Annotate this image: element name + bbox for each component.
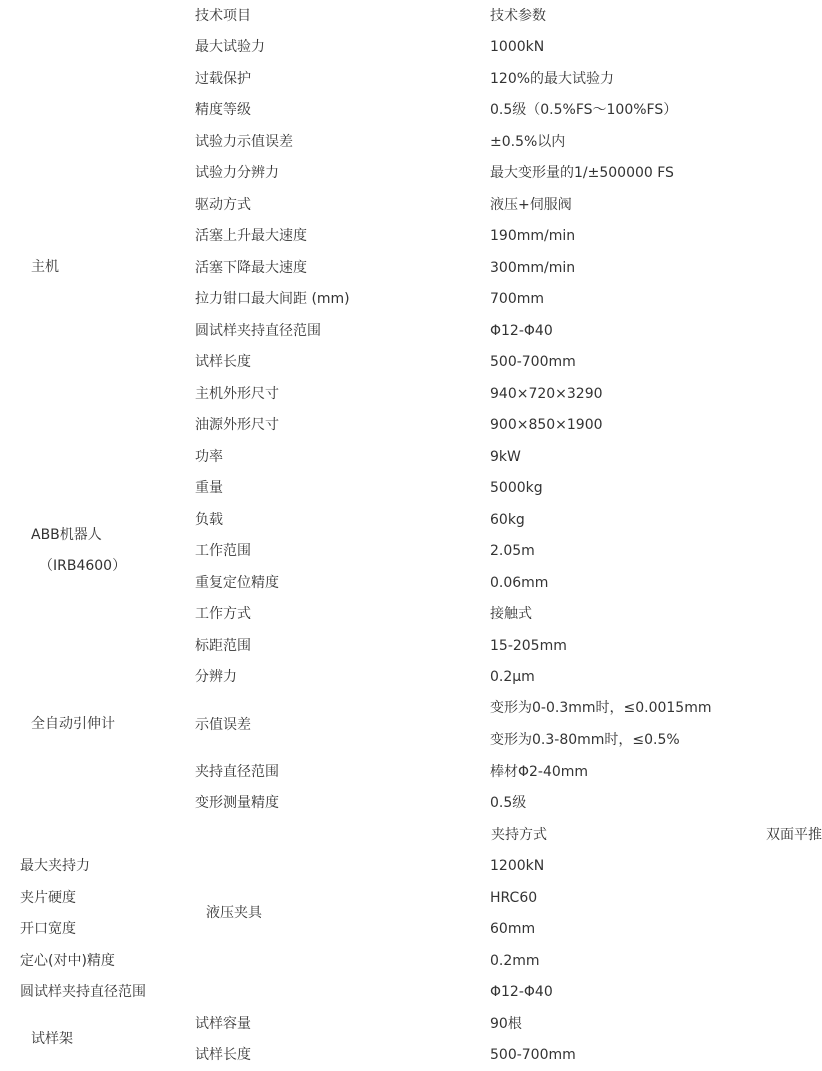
row-value: 500-700mm xyxy=(490,354,576,371)
row-value: 9kW xyxy=(490,448,521,465)
row-key: 开口宽度 xyxy=(20,921,76,938)
row-key: 夹片硬度 xyxy=(20,889,76,906)
row-value: 90根 xyxy=(490,1015,522,1032)
category-clamp: 液压夹具 xyxy=(206,904,262,921)
table-row xyxy=(0,1008,747,1040)
row-value: 700mm xyxy=(490,291,544,308)
row-key: 活塞上升最大速度 xyxy=(195,228,307,245)
row-key: 试验力分辨力 xyxy=(195,165,279,182)
error-value-line2: 变形为0.3-80mm时，≤0.5% xyxy=(490,731,680,748)
header-value: 技术参数 xyxy=(490,7,546,24)
row-key: 工作范围 xyxy=(195,543,251,560)
row-key: 负载 xyxy=(195,511,223,528)
row-key: 变形测量精度 xyxy=(195,795,279,812)
row-value: 2.05m xyxy=(490,543,535,560)
row-key: 最大夹持力 xyxy=(20,858,90,875)
row-key: 夹持直径范围 xyxy=(195,763,279,780)
row-value: Φ12-Φ40 xyxy=(490,322,553,339)
table-row xyxy=(0,32,747,64)
row-value: HRC60 xyxy=(490,889,538,906)
row-value: 0.06mm xyxy=(490,574,549,591)
row-value: 0.5级 xyxy=(490,795,527,812)
row-value: 棒材Φ2-40mm xyxy=(490,763,589,780)
row-value: 120%的最大试验力 xyxy=(490,70,615,87)
row-value: 1200kN xyxy=(490,858,545,875)
row-key: 分辨力 xyxy=(195,669,237,686)
table-header-row xyxy=(0,0,747,32)
table-row xyxy=(0,504,747,536)
row-value: 190mm/min xyxy=(490,228,576,245)
row-key: 精度等级 xyxy=(195,102,251,119)
row-key: 主机外形尺寸 xyxy=(195,385,279,402)
row-key: 拉力钳口最大间距 (mm) xyxy=(195,291,350,308)
row-key: 试样容量 xyxy=(195,1015,251,1032)
row-value xyxy=(471,693,747,756)
error-value-line1: 变形为0-0.3mm时，≤0.0015mm xyxy=(490,700,712,716)
row-value: 接触式 xyxy=(490,606,532,623)
row-value: ±0.5%以内 xyxy=(490,133,566,150)
row-key: 圆试样夹持直径范围 xyxy=(20,984,146,1001)
row-key: 工作方式 xyxy=(195,606,251,623)
row-key: 试样长度 xyxy=(195,1047,251,1064)
row-value: 300mm/min xyxy=(490,259,576,276)
row-value: 0.5级（0.5%FS～100%FS） xyxy=(490,102,678,119)
row-value: 1000kN xyxy=(490,39,545,56)
row-value: 最大变形量的1/±500000 FS xyxy=(490,165,674,182)
row-key: 活塞下降最大速度 xyxy=(195,259,307,276)
category-main: 主机 xyxy=(31,259,59,275)
row-value: 0.2μm xyxy=(490,669,535,686)
row-key: 试验力示值误差 xyxy=(195,133,293,150)
row-value: Φ12-Φ40 xyxy=(490,984,553,1001)
row-value: 900×850×1900 xyxy=(490,417,603,434)
category-cell-empty xyxy=(0,0,175,32)
row-key: 重复定位精度 xyxy=(195,574,279,591)
category-extensometer: 全自动引伸计 xyxy=(31,715,115,732)
row-key: 定心(对中)精度 xyxy=(20,952,115,969)
header-key: 技术项目 xyxy=(195,7,251,24)
row-value: 60mm xyxy=(490,921,536,938)
table-row: 液压夹具 夹持方式 双面平推 xyxy=(0,819,747,851)
category-rack: 试样架 xyxy=(31,1030,73,1047)
row-value: 15-205mm xyxy=(490,637,567,654)
row-key: 驱动方式 xyxy=(195,196,251,213)
row-value: 940×720×3290 xyxy=(490,385,603,402)
row-key: 功率 xyxy=(195,448,223,465)
category-robot-line2: （IRB4600） xyxy=(39,558,127,575)
row-key: 夹持方式 xyxy=(491,826,547,843)
category-robot xyxy=(0,504,175,599)
row-key: 试样长度 xyxy=(195,354,251,371)
category-robot-line1: ABB机器人 xyxy=(31,526,102,543)
row-key: 圆试样夹持直径范围 xyxy=(195,322,321,339)
row-key: 重量 xyxy=(195,480,223,497)
row-key: 标距范围 xyxy=(195,637,251,654)
row-key: 示值误差 xyxy=(195,716,251,733)
row-value: 0.2mm xyxy=(490,952,540,969)
row-key: 过载保护 xyxy=(195,70,251,87)
row-value: 500-700mm xyxy=(490,1047,576,1064)
row-value: 液压+伺服阀 xyxy=(490,196,572,213)
table-row xyxy=(0,599,747,631)
row-key: 油源外形尺寸 xyxy=(195,417,279,434)
row-value: 5000kg xyxy=(490,480,543,497)
row-key: 最大试验力 xyxy=(195,39,265,56)
row-value: 60kg xyxy=(490,511,525,528)
